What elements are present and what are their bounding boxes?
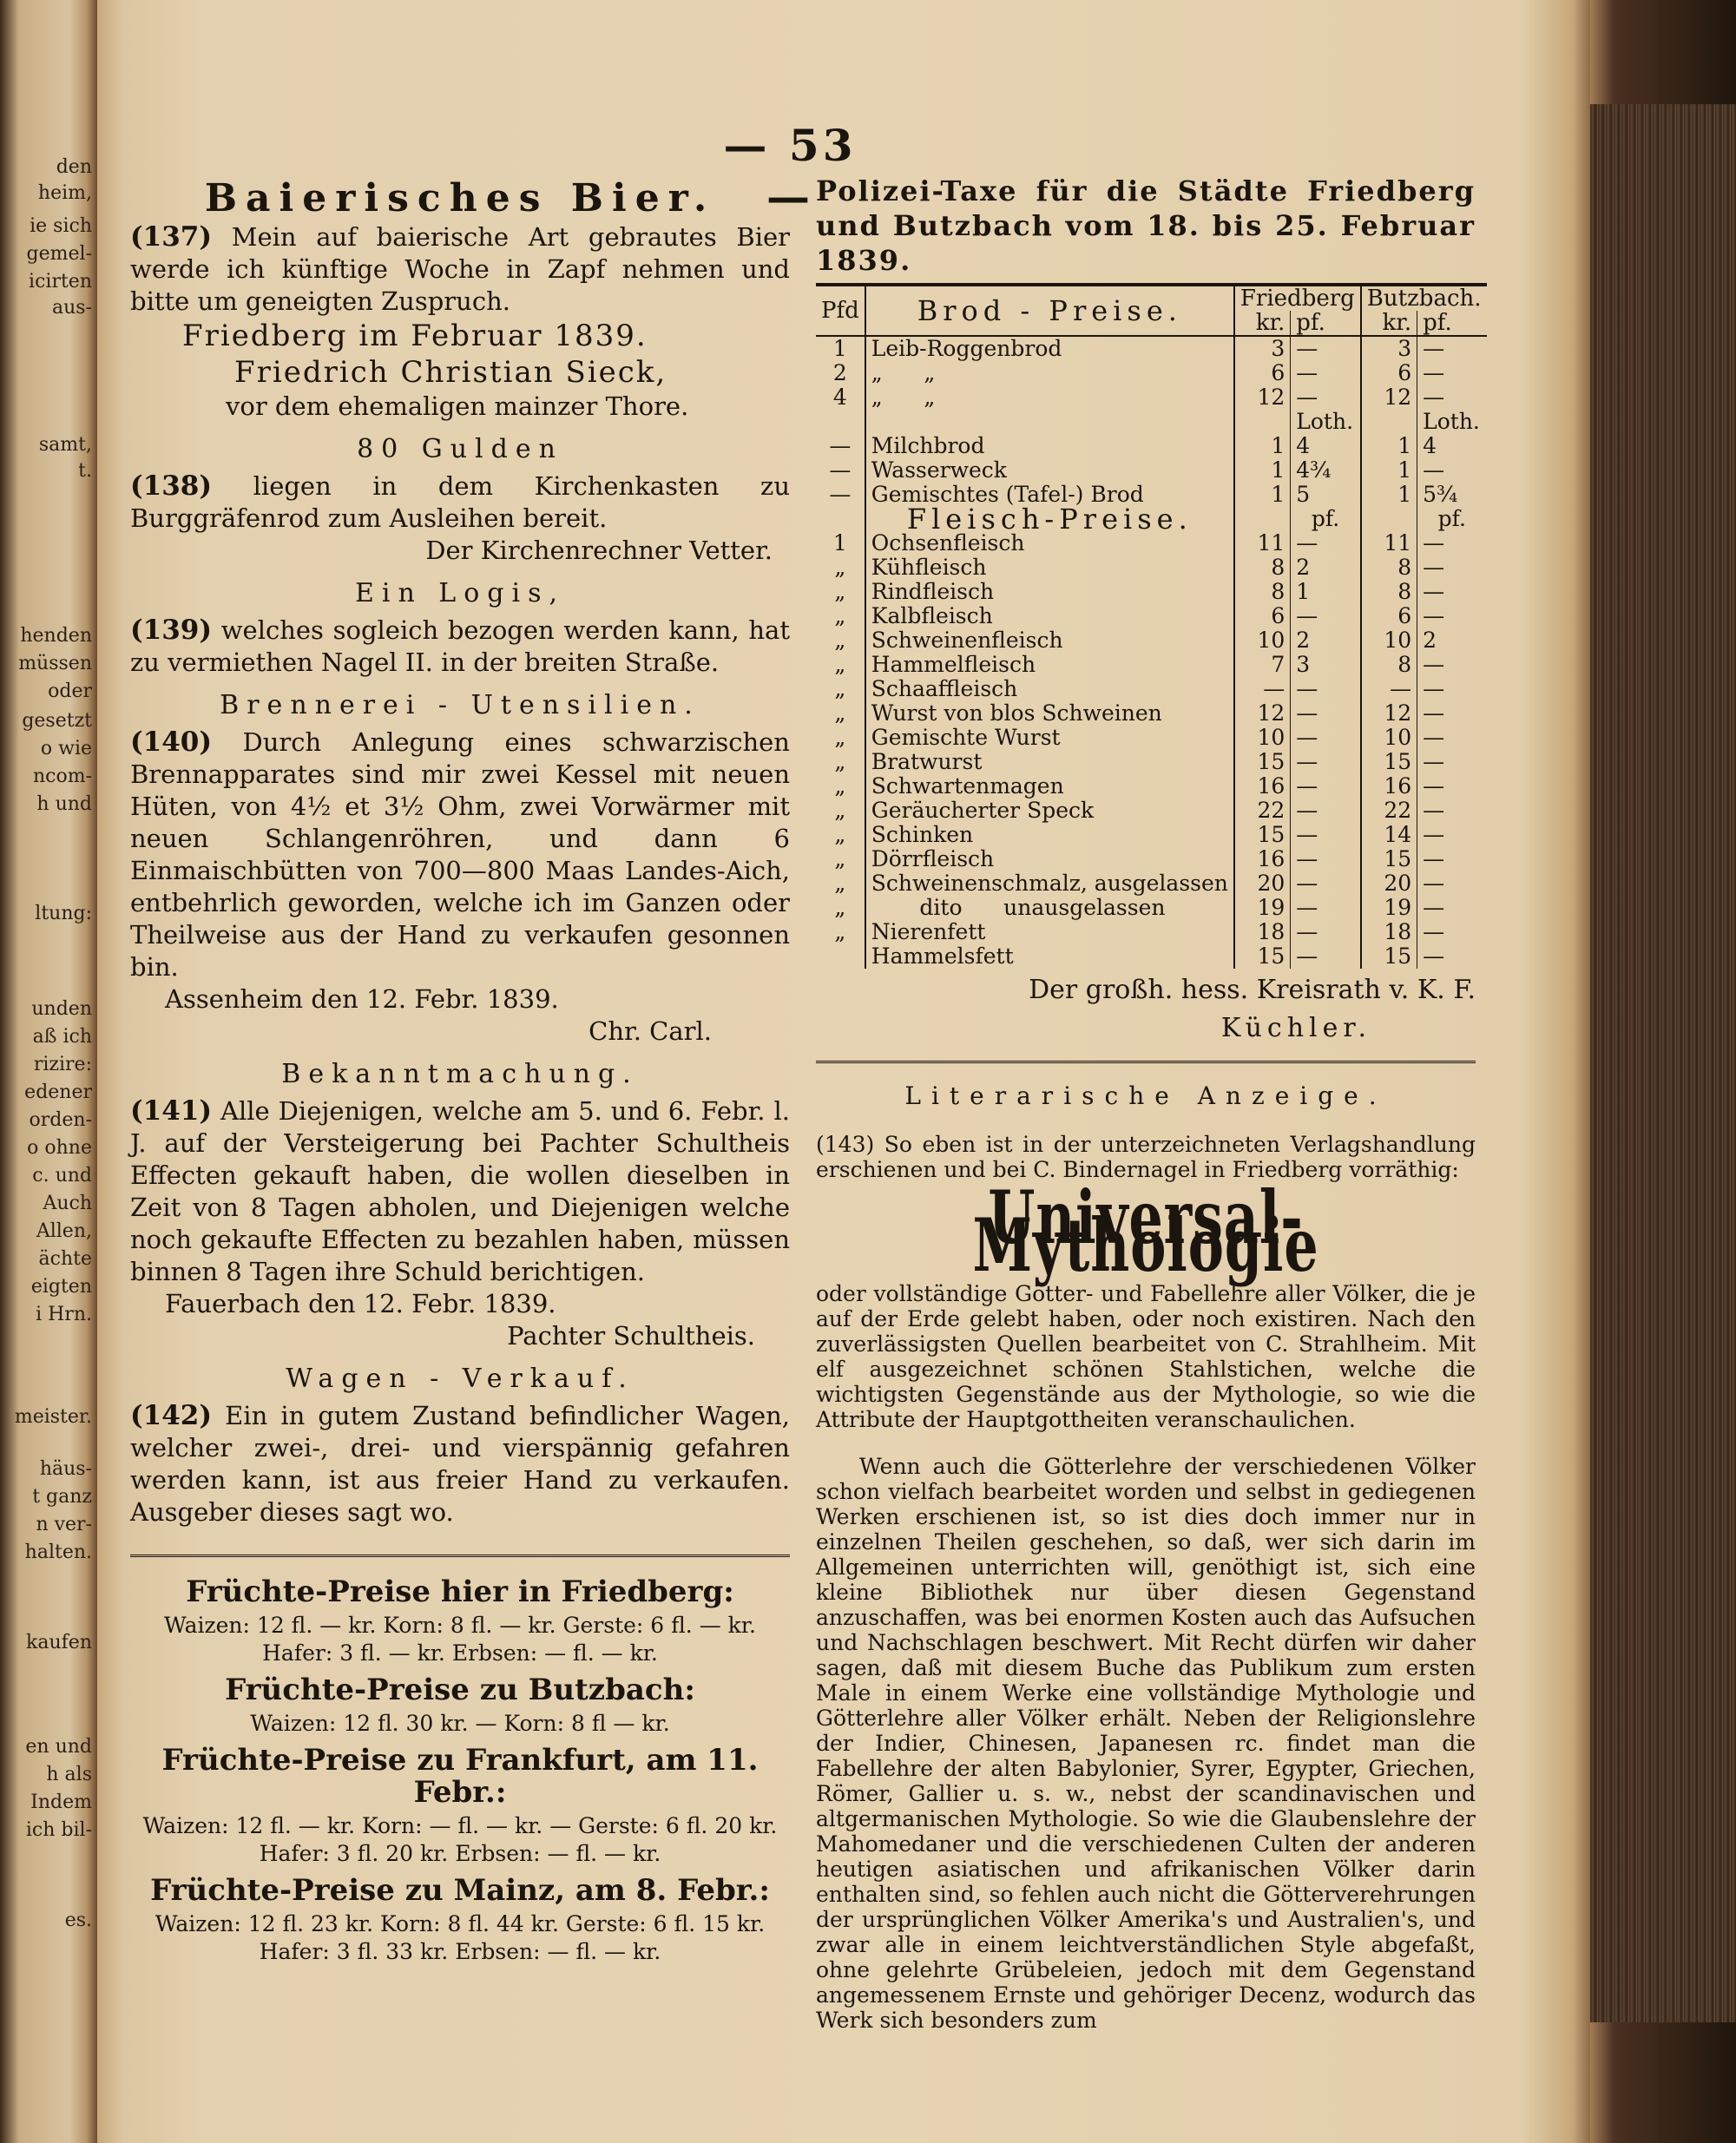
butzbach-pf-cell: 5¾ [1417, 483, 1487, 507]
butzbach-pf-cell: — [1417, 774, 1487, 799]
friedberg-pf-cell: — [1291, 604, 1361, 628]
meat-pf-label: pf. [1417, 507, 1487, 531]
meat-heading-row [816, 503, 1487, 536]
margin-fragment: samt, [38, 434, 92, 456]
margin-fragment: Indem [30, 1791, 92, 1813]
quantity-cell: „ [816, 799, 865, 823]
divider [130, 1555, 790, 1561]
butzbach-kr-cell: — [1390, 676, 1412, 701]
butzbach-kr-cell: 14 [1384, 822, 1412, 847]
ad141-sign: Pachter Schultheis. [507, 1321, 755, 1351]
butzbach-kr-cell: 10 [1384, 628, 1412, 653]
item-cell: Leib-Roggenbrod [865, 336, 1234, 361]
butzbach-pf-cell: — [1417, 896, 1487, 920]
fruit-prices-friedberg [130, 1576, 790, 1667]
friedberg-kr-cell [1234, 410, 1291, 434]
ad140-sign: Chr. Carl. [589, 1016, 712, 1046]
item-cell: Rindfleisch [865, 580, 1234, 604]
butzbach-kr-cell: 1 [1397, 457, 1412, 483]
fruit-line: Waizen: 12 fl. 23 kr. Korn: 8 fl. 44 kr. Gerste: 6 fl. 15 kr. [155, 1911, 766, 1936]
quantity-cell: „ [816, 920, 865, 944]
quantity-cell: „ [816, 701, 865, 726]
margin-fragment: aus- [51, 297, 92, 319]
butzbach-pf-cell: — [1417, 750, 1487, 774]
ad140-text: Durch Anlegung eines schwarzischen Brennapparates sind mir zwei Kessel mit neuen Hüten, von 4½ et 3½ Ohm, zwei Vorwärmer mit neuen Schlangenröhren, und dann 6 Einmaischbütten von 700—800 Maas Landes-Aich, entbehrlich geworden, welche ich im Ganzen oder Theilweise aus der Hand zu verkaufen gesonnen bin. [130, 727, 790, 982]
friedberg-pf-cell: — [1291, 336, 1361, 361]
margin-fragment: henden [20, 625, 92, 647]
col-pfd: Pfd [816, 285, 865, 336]
col-butzbach: Butzbach. [1366, 286, 1482, 312]
ad138-body [130, 470, 790, 535]
butzbach-kr-cell: 11 [1384, 530, 1412, 555]
friedberg-kr-cell: 15 [1257, 943, 1286, 969]
price-row [816, 799, 1487, 823]
butzbach-pf-cell: — [1417, 531, 1487, 555]
margin-fragment: ich bil- [25, 1819, 92, 1841]
price-row [816, 385, 1487, 410]
margin-fragment: halten. [24, 1542, 92, 1563]
price-row [816, 847, 1487, 871]
butzbach-pf-cell: — [1417, 920, 1487, 944]
page-stack-edge [1590, 104, 1736, 2022]
price-row [816, 458, 1487, 483]
quantity-cell: „ [816, 750, 865, 774]
book-body: Wenn auch die Götterlehre der verschiedenen Völker schon vielfach bearbeitet worden und selbst in gediegenen Werken erschienen ist, so ist dies doch immer nur in einzelnen Theilen geschehen, so daß, wer sich darin im Allgemeinen unterrichten will, genöthigt ist, sich eine kleine Bibliothek nur über diesen Gegenstand anzuschaffen, was bei enormen Kosten auch das Aufsuchen und Nachschlagen beschwert. Mit Recht dürfen wir daher sagen, daß mit diesem Buche das Publikum zum ersten Male in einem Werke eine vollständige Mythologie und Götterlehre aller Völker erhält. Neben der Religionslehre der Indier, Chinesen, Japanesen rc. findet man die Fabellehre der alten Babylonier, Syrer, Egypter, Griechen, Römer, Gallier u. s. w., nebst der scandinavischen und altgermanischen Mythologie. So wie die Glaubenslehre der Mahomedaner und die verschiedenen Culten der anderen heutigen asiatischen und afrikanischen Völker darin enthalten sind, so fehlen auch nicht die Götterverehrungen der ursprünglichen Völker Amerika's und Australien's, und zwar alle in einem leichtverständlichen Style abgefaßt, ohne gelehrte Grübeleien, jedoch mit dem Gegenstand angemessenem Ernste und gehöriger Decenz, wodurch das Werk sich besonders zum [816, 1454, 1476, 2033]
price-row [816, 336, 1487, 361]
friedberg-pf-cell: — [1291, 701, 1361, 726]
butzbach-pf-cell: — [1417, 555, 1487, 580]
friedberg-kr-cell: 8 [1271, 555, 1286, 580]
margin-fragment: t. [78, 460, 92, 482]
col-pf: pf. [1417, 311, 1487, 336]
ad141-heading: Bekanntmachung. [281, 1059, 639, 1089]
friedberg-kr-cell: 1 [1271, 482, 1286, 507]
butzbach-kr-cell: 10 [1384, 725, 1412, 750]
item-cell: Kalbfleisch [865, 604, 1234, 628]
ad138-heading: 80 Gulden [357, 434, 563, 464]
butzbach-kr-cell: 12 [1384, 385, 1412, 410]
margin-fragment: ltung: [35, 903, 92, 924]
friedberg-kr-cell: 19 [1257, 895, 1286, 920]
butzbach-kr-cell: 12 [1384, 700, 1412, 726]
butzbach-kr-cell: 15 [1384, 749, 1412, 774]
friedberg-kr-cell: 6 [1271, 360, 1286, 385]
butzbach-kr-cell: 15 [1384, 943, 1412, 969]
quantity-cell: — [816, 483, 865, 507]
margin-fragment: es. [64, 1910, 92, 1931]
friedberg-kr-cell: 18 [1257, 919, 1286, 944]
friedberg-pf-cell: — [1291, 823, 1361, 847]
item-cell: Schweinenschmalz, ausgelassen [865, 871, 1234, 896]
friedberg-kr-cell: 6 [1271, 603, 1286, 628]
ad137-name: Friedrich Christian Sieck, [234, 355, 667, 390]
margin-fragment: kaufen [26, 1632, 92, 1653]
butzbach-pf-cell: — [1417, 726, 1487, 750]
butzbach-kr-cell: 8 [1397, 579, 1412, 604]
friedberg-pf-cell: — [1291, 871, 1361, 896]
ad137-place: Friedberg im Februar 1839. [182, 319, 648, 353]
fruit-heading: Früchte-Preise zu Mainz, am 8. Febr.: [150, 1873, 770, 1908]
butzbach-kr-cell: 6 [1397, 360, 1412, 385]
margin-fragment: meister. [14, 1406, 92, 1428]
divider [816, 1061, 1476, 1067]
price-table [816, 283, 1487, 969]
ad137-address: vor dem ehemaligen mainzer Thore. [226, 391, 689, 421]
quantity-cell: 4 [816, 385, 865, 410]
ad137-text: Mein auf baierische Art gebrautes Bier werde ich künftige Woche in Zapf nehmen und bitte um geneigten Zuspruch. [130, 222, 790, 316]
fruit-heading: Früchte-Preise hier in Friedberg: [186, 1574, 734, 1609]
margin-fragment: edener [24, 1081, 92, 1103]
ad139-text: welches sogleich bezogen werden kann, hat zu vermiethen Nagel II. in der breiten Straße. [130, 615, 790, 677]
price-row [816, 726, 1487, 750]
ad142-body [130, 1400, 790, 1528]
margin-fragment: müssen [18, 653, 92, 674]
fruit-line: Waizen: 12 fl. — kr. Korn: 8 fl. — kr. Gerste: 6 fl. — kr. [164, 1613, 756, 1638]
price-row [816, 750, 1487, 774]
item-cell: Kühfleisch [865, 555, 1234, 580]
friedberg-pf-cell: — [1291, 847, 1361, 871]
margin-fragment: ie sich [30, 215, 92, 237]
item-cell: Schinken [865, 823, 1234, 847]
meat-pf-label: pf. [1291, 507, 1361, 531]
ad140-place: Assenheim den 12. Febr. 1839. [165, 984, 559, 1014]
quantity-cell: „ [816, 628, 865, 653]
quantity-cell: — [816, 458, 865, 483]
friedberg-pf-cell: — [1291, 944, 1361, 969]
price-row [816, 701, 1487, 726]
quantity-cell: „ [816, 555, 865, 580]
ad142-number: (142) [130, 1400, 213, 1431]
price-row [816, 628, 1487, 653]
blank-cell [816, 507, 865, 531]
friedberg-kr-cell: 12 [1257, 700, 1286, 726]
butzbach-pf-cell: Loth. [1417, 410, 1487, 434]
price-row [816, 823, 1487, 847]
friedberg-pf-cell: — [1291, 726, 1361, 750]
price-row [816, 774, 1487, 799]
ad141-place: Fauerbach den 12. Febr. 1839. [165, 1289, 556, 1318]
quantity-cell [816, 944, 865, 969]
friedberg-kr-cell: 12 [1257, 385, 1286, 410]
fruit-prices-frankfurt [130, 1745, 790, 1868]
quantity-cell: 2 [816, 361, 865, 385]
margin-fragment: häus- [39, 1458, 92, 1480]
butzbach-pf-cell: — [1417, 458, 1487, 483]
item-cell: Schwartenmagen [865, 774, 1234, 799]
item-cell: dito unausgelassen [865, 896, 1234, 920]
friedberg-pf-cell: 3 [1291, 653, 1361, 677]
price-tax-title: Polizei-Taxe für die Städte Friedberg und Butzbach vom 18. bis 25. Februar 1839. [816, 174, 1476, 277]
fruit-heading: Früchte-Preise zu Frankfurt, am 11. Febr.: [161, 1743, 759, 1810]
margin-fragment: h als [46, 1764, 92, 1785]
friedberg-pf-cell: 1 [1291, 580, 1361, 604]
item-cell: Geräucherter Speck [865, 799, 1234, 823]
margin-fragment: orden- [29, 1109, 92, 1131]
margin-fragment: ächte [38, 1248, 92, 1270]
margin-fragment: Auch [43, 1193, 92, 1214]
friedberg-pf-cell: 2 [1291, 555, 1361, 580]
margin-fragment: Allen, [36, 1220, 92, 1242]
fruit-prices-mainz [130, 1875, 790, 1966]
friedberg-kr-cell: 15 [1257, 749, 1286, 774]
item-cell: „ „ [865, 385, 1234, 410]
quantity-cell: „ [816, 896, 865, 920]
item-cell: Dörrfleisch [865, 847, 1234, 871]
quantity-cell: „ [816, 580, 865, 604]
friedberg-pf-cell: — [1291, 774, 1361, 799]
butzbach-kr-cell: 20 [1384, 871, 1412, 896]
friedberg-kr-cell: — [1263, 676, 1286, 701]
ad141-number: (141) [130, 1095, 213, 1127]
butzbach-pf-cell: — [1417, 799, 1487, 823]
quantity-cell: „ [816, 774, 865, 799]
col-kr: kr. [1234, 311, 1291, 336]
quantity-cell: „ [816, 823, 865, 847]
item-cell: Schweinenfleisch [865, 628, 1234, 653]
bread-rows [816, 336, 1487, 507]
butzbach-pf-cell: — [1417, 580, 1487, 604]
item-cell [865, 410, 1234, 434]
item-cell: Nierenfett [865, 920, 1234, 944]
fruit-line: Hafer: 3 fl. 20 kr. Erbsen: — fl. — kr. [259, 1841, 661, 1866]
quantity-cell: — [816, 434, 865, 458]
butzbach-pf-cell: — [1417, 701, 1487, 726]
friedberg-kr-cell: 16 [1257, 773, 1286, 799]
quantity-cell: „ [816, 871, 865, 896]
friedberg-kr-cell: 10 [1257, 628, 1286, 653]
item-cell: Schaaffleisch [865, 677, 1234, 701]
friedberg-pf-cell: — [1291, 677, 1361, 701]
item-cell: Gemischtes (Tafel-) Brod [865, 483, 1234, 507]
price-row [816, 653, 1487, 677]
butzbach-pf-cell: — [1417, 944, 1487, 969]
butzbach-kr-cell: 18 [1384, 919, 1412, 944]
item-cell: Wurst von blos Schweinen [865, 701, 1234, 726]
book-title: Universal-Mythologie [972, 1174, 1319, 1288]
left-column [130, 174, 790, 1966]
ad138-sign: Der Kirchenrechner Vetter. [425, 536, 773, 565]
butzbach-pf-cell: — [1417, 677, 1487, 701]
price-row [816, 410, 1487, 434]
friedberg-kr-cell: 15 [1257, 822, 1286, 847]
fruit-prices-butzbach [130, 1674, 790, 1738]
right-column [816, 174, 1482, 2054]
price-row [816, 896, 1487, 920]
ad139-body [130, 615, 790, 679]
price-row [816, 434, 1487, 458]
ad138-number: (138) [130, 470, 213, 502]
margin-fragment: gemel- [26, 243, 92, 265]
ad140-body [130, 726, 790, 983]
friedberg-kr-cell: 20 [1257, 871, 1286, 896]
margin-fragment: unden [31, 998, 92, 1020]
ad142-heading: Wagen - Verkauf. [286, 1364, 635, 1394]
friedberg-pf-cell: — [1291, 920, 1361, 944]
quantity-cell: 1 [816, 531, 865, 555]
butzbach-kr-cell: 19 [1384, 895, 1412, 920]
margin-fragment: gesetzt [22, 710, 92, 732]
friedberg-pf-cell: — [1291, 799, 1361, 823]
price-signature-2: Küchler. [1220, 1013, 1371, 1043]
ad139-heading: Ein Logis, [354, 578, 566, 608]
ad143-number: (143) [816, 1132, 875, 1157]
margin-fragment: heim, [37, 182, 92, 204]
fruit-line: Hafer: 3 fl. 33 kr. Erbsen: — fl. — kr. [259, 1939, 661, 1964]
col-brod: Brod - Preise. [865, 285, 1234, 336]
butzbach-kr-cell: 8 [1397, 555, 1412, 580]
quantity-cell: „ [816, 604, 865, 628]
margin-fragment: c. und [32, 1165, 92, 1187]
friedberg-pf-cell: — [1291, 361, 1361, 385]
quantity-cell: „ [816, 847, 865, 871]
price-row [816, 361, 1487, 385]
quantity-cell: „ [816, 726, 865, 750]
col-pf: pf. [1291, 311, 1361, 336]
margin-fragment: i Hrn. [36, 1304, 92, 1325]
item-cell: Milchbrod [865, 434, 1234, 458]
butzbach-pf-cell: — [1417, 823, 1487, 847]
meat-rows [816, 531, 1487, 969]
butzbach-pf-cell: — [1417, 385, 1487, 410]
butzbach-pf-cell: — [1417, 336, 1487, 361]
butzbach-kr-cell: 16 [1384, 773, 1412, 799]
col-kr: kr. [1361, 311, 1417, 336]
item-cell: Gemischte Wurst [865, 726, 1234, 750]
friedberg-kr-cell: 16 [1257, 846, 1286, 871]
friedberg-pf-cell: 5 [1291, 483, 1361, 507]
friedberg-pf-cell: — [1291, 750, 1361, 774]
friedberg-pf-cell: — [1291, 531, 1361, 555]
price-row [816, 920, 1487, 944]
ad142-text: Ein in gutem Zustand befindlicher Wagen, welcher zwei-, drei- und vierspännig gefahren werden kann, ist aus freier Hand zu verkaufen. Ausgeber dieses sagt wo. [130, 1401, 790, 1527]
price-signature-1: Der großh. hess. Kreisrath v. K. F. [1029, 975, 1476, 1005]
page-number: — 53 — [723, 120, 857, 222]
margin-fragment: oder [48, 680, 92, 702]
price-row [816, 944, 1487, 969]
friedberg-kr-cell: 8 [1271, 579, 1286, 604]
ad137-number: (137) [130, 221, 213, 253]
blank-cell [1361, 507, 1417, 531]
item-cell: Hammelfleisch [865, 653, 1234, 677]
meat-heading: Fleisch-Preise. [865, 507, 1234, 531]
ad140-number: (140) [130, 726, 213, 758]
blank-cell [1234, 507, 1291, 531]
butzbach-kr-cell: 6 [1397, 603, 1412, 628]
friedberg-kr-cell: 3 [1271, 336, 1286, 361]
quantity-cell [816, 410, 865, 434]
item-cell: Ochsenfleisch [865, 531, 1234, 555]
ad143-intro: So eben ist in der unterzeichneten Verlagshandlung erschienen und bei C. Bindernagel in Friedberg vorräthig: [816, 1132, 1476, 1182]
margin-fragment: h und [36, 793, 92, 815]
item-cell: Hammelsfett [865, 944, 1234, 969]
friedberg-kr-cell: 10 [1257, 725, 1286, 750]
ad138-text: liegen in dem Kirchenkasten zu Burggräfenrod zum Ausleihen bereit. [130, 471, 791, 533]
friedberg-pf-cell: 4 [1291, 434, 1361, 458]
margin-fragment: aß ich [32, 1026, 92, 1048]
price-row [816, 604, 1487, 628]
fruit-line: Hafer: 3 fl. — kr. Erbsen: — fl. — kr. [262, 1640, 658, 1666]
price-row [816, 677, 1487, 701]
butzbach-kr-cell: 8 [1397, 652, 1412, 677]
fruit-heading: Früchte-Preise zu Butzbach: [225, 1673, 695, 1707]
butzbach-kr-cell: 3 [1397, 336, 1412, 361]
butzbach-kr-cell: 22 [1384, 798, 1412, 823]
friedberg-kr-cell: 1 [1271, 433, 1286, 458]
price-row [816, 580, 1487, 604]
quantity-cell: „ [816, 653, 865, 677]
friedberg-pf-cell: 4¾ [1291, 458, 1361, 483]
butzbach-kr-cell: 1 [1397, 433, 1412, 458]
item-cell: Wasserweck [865, 458, 1234, 483]
ad141-body [130, 1095, 790, 1288]
butzbach-pf-cell: — [1417, 361, 1487, 385]
butzbach-pf-cell: 2 [1417, 628, 1487, 653]
book-description: oder vollständige Götter- und Fabellehre aller Völker, die je auf der Erde gelebt haben, oder noch existiren. Nach den zuverlässigsten Quellen bearbeitet von C. Strahlheim. Mit elf ausgezeichnet schönen Stahlstichen, welche die wichtigsten Gegenstände aus der Mythologie, so wie die Attribute der Hauptgottheiten veranschaulichen. [816, 1281, 1476, 1432]
quantity-cell: „ [816, 677, 865, 701]
ad137-title: Baierisches Bier. [204, 176, 716, 220]
friedberg-pf-cell: 2 [1291, 628, 1361, 653]
margin-fragment: rizire: [33, 1054, 92, 1075]
quantity-cell: 1 [816, 336, 865, 361]
butzbach-pf-cell: — [1417, 871, 1487, 896]
price-row [816, 555, 1487, 580]
margin-fragment: n ver- [36, 1514, 92, 1535]
fruit-line: Waizen: 12 fl. — kr. Korn: — fl. — kr. — Gerste: 6 fl. 20 kr. [142, 1813, 778, 1838]
margin-fragment: en und [25, 1736, 92, 1758]
ad140-heading: Brennerei - Utensilien. [220, 690, 700, 720]
price-row [816, 871, 1487, 896]
friedberg-pf-cell: Loth. [1291, 410, 1361, 434]
margin-fragment: eigten [30, 1276, 92, 1298]
ad139-number: (139) [130, 615, 213, 646]
friedberg-pf-cell: — [1291, 385, 1361, 410]
butzbach-pf-cell: — [1417, 653, 1487, 677]
margin-fragment: o wie [40, 738, 92, 759]
item-cell: Bratwurst [865, 750, 1234, 774]
butzbach-kr-cell: 15 [1384, 846, 1412, 871]
butzbach-kr-cell [1361, 410, 1417, 434]
margin-fragment: ncom- [32, 766, 92, 787]
butzbach-pf-cell: — [1417, 604, 1487, 628]
item-cell: „ „ [865, 361, 1234, 385]
margin-fragment: o ohne [27, 1137, 92, 1159]
ad137-body [130, 221, 790, 318]
butzbach-kr-cell: 1 [1397, 482, 1412, 507]
margin-fragment: t ganz [32, 1486, 92, 1508]
friedberg-kr-cell: 7 [1271, 652, 1286, 677]
ad141-text: Alle Diejenigen, welche am 5. und 6. Febr. l. J. auf der Versteigerung bei Pachter Schultheis Effecten gekauft haben, die wollen dieselben in Zeit von 8 Tagen abholen, und Diejenigen welche noch gekaufte Effecten zu bezahlen haben, müssen binnen 8 Tagen ihre Schuld berichtigen. [130, 1096, 790, 1286]
literary-heading: Literarische Anzeige. [904, 1081, 1387, 1110]
friedberg-kr-cell: 11 [1257, 530, 1286, 555]
friedberg-kr-cell: 1 [1271, 457, 1286, 483]
col-friedberg: Friedberg [1234, 285, 1361, 311]
left-page-edge [0, 0, 97, 2143]
butzbach-pf-cell: — [1417, 847, 1487, 871]
fruit-line: Waizen: 12 fl. 30 kr. — Korn: 8 fl — kr. [250, 1711, 670, 1736]
margin-fragment: den [56, 156, 92, 178]
margin-fragment: icirten [29, 271, 92, 293]
friedberg-kr-cell: 22 [1257, 798, 1286, 823]
butzbach-pf-cell: 4 [1417, 434, 1487, 458]
friedberg-pf-cell: — [1291, 896, 1361, 920]
